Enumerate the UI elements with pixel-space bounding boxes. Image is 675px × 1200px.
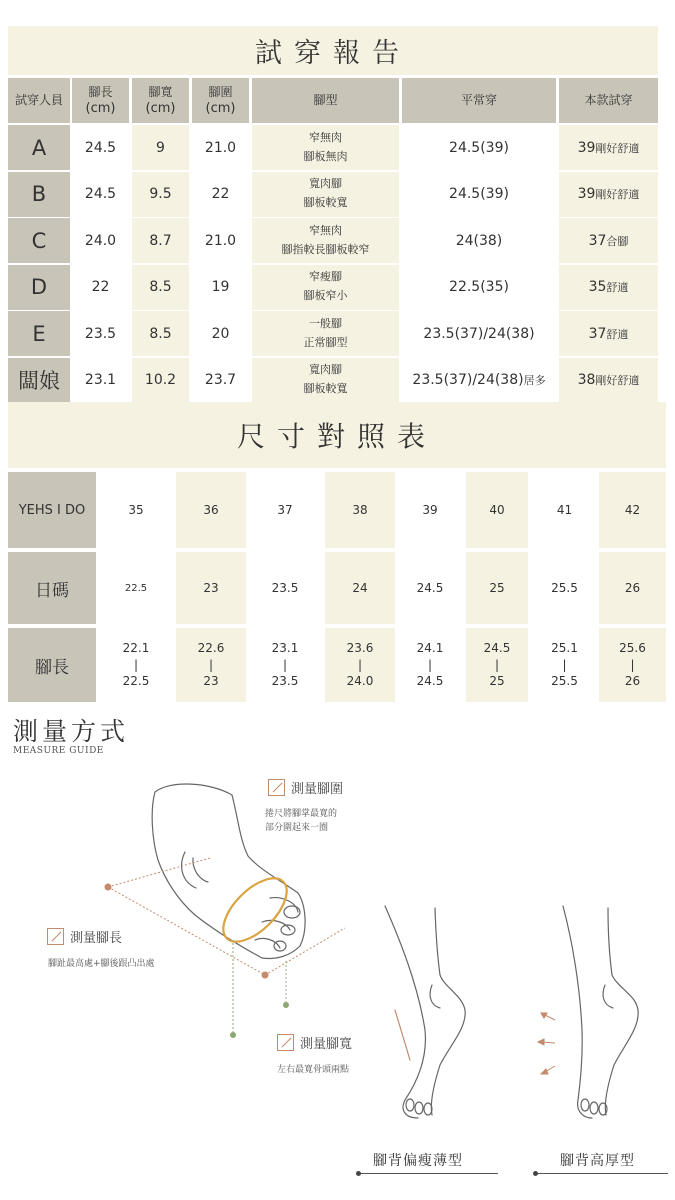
tester-usual-size-value: 22.5(35) [449, 279, 509, 295]
width-label [277, 1033, 352, 1052]
tester-girth: 22 [192, 172, 249, 217]
tester-length: 22 [72, 265, 129, 310]
header-foot-width-label: 腳寬 [148, 84, 173, 99]
result-size: 39 [577, 186, 596, 202]
header-usual-size: 平常穿 [402, 78, 556, 123]
range-max: 25 [489, 674, 505, 689]
thin-instep-caption-underline [358, 1173, 498, 1174]
tester-foot-type-line: 一般腳 [309, 316, 342, 330]
tester-width: 8.7 [132, 218, 189, 263]
tester-foot-type-line: 腳板較寬 [303, 196, 348, 209]
tester-foot-type-line: 窄無肉 [309, 223, 342, 237]
length-note: 腳趾最高處+腳後跟凸出處 [48, 959, 155, 969]
tester-foot-type-line: 腳板較寬 [303, 382, 348, 395]
result-note: 舒適 [606, 281, 629, 294]
range-max: 22.5 [122, 674, 150, 689]
result-size: 38 [577, 372, 596, 388]
header-foot-type: 腳型 [252, 78, 399, 123]
result-size: 35 [588, 279, 607, 295]
range-max: 23.5 [271, 674, 299, 689]
size-cell: 38 [325, 472, 395, 548]
range-min: 22.6 [197, 640, 225, 655]
size-cell: 39 [398, 472, 462, 548]
width-label-text: 測量腳寬 [300, 1037, 353, 1052]
length-label-text: 測量腳長 [70, 931, 123, 946]
thick-instep-caption-underline [535, 1173, 668, 1174]
thin-instep-caption-dot [356, 1171, 361, 1176]
header-foot-length-label: 腳長 [88, 84, 113, 99]
length-check-icon [47, 928, 64, 945]
tester-width: 9.5 [132, 172, 189, 217]
range-separator: | [427, 657, 433, 672]
tester-length: 24.5 [72, 172, 129, 217]
width-note: 左右最寬骨頭兩點 [277, 1065, 350, 1075]
tester-foot-type-line: 寬肉腳 [309, 177, 342, 191]
range-separator: | [494, 657, 500, 672]
tester-name: C [8, 218, 70, 263]
tester-name: E [8, 311, 70, 356]
tester-name: B [8, 172, 70, 217]
length-label [47, 927, 122, 946]
tester-width: 10.2 [132, 358, 189, 403]
jp-size-cell: 22.5 [100, 552, 172, 624]
range-max: 23 [203, 674, 219, 689]
tester-usual-size-value: 24.5(39) [449, 139, 509, 156]
tester-name: 闆娘 [8, 358, 70, 403]
range-min: 24.1 [416, 640, 444, 655]
size-cell: 35 [100, 472, 172, 548]
thick-instep-caption: 腳背高厚型 [560, 1153, 635, 1169]
tester-girth: 20 [192, 311, 249, 356]
girth-label [268, 778, 343, 797]
thick-instep-foot-sketch [563, 906, 638, 1118]
tester-usual-size-value: 23.5(37)/24(38) [423, 325, 535, 342]
range-max: 26 [624, 674, 641, 689]
width-measure-lines [230, 940, 289, 1038]
size-cell: 40 [466, 472, 528, 548]
tester-width: 8.5 [132, 265, 189, 310]
range-min: 25.6 [619, 640, 646, 655]
girth-note-line-1: 捲尺將腳掌最寬的 [265, 809, 338, 819]
header-foot-width-unit: (cm) [145, 100, 176, 116]
tester-foot-type-line: 窄無肉 [309, 130, 342, 144]
girth-note-line-2: 部分圍起來一圈 [265, 822, 329, 833]
tester-length: 23.5 [72, 311, 129, 356]
header-foot-girth-unit: (cm) [205, 100, 236, 116]
jp-size-cell: 24 [325, 552, 395, 624]
trial-report-title: 試穿報告 [8, 26, 658, 75]
tester-foot-type-line: 窄瘦腳 [309, 270, 342, 284]
range-min: 24.5 [483, 640, 511, 655]
range-separator: | [562, 657, 567, 672]
tester-length: 24.5 [72, 125, 129, 170]
header-foot-girth-label: 腳圍 [208, 84, 233, 99]
girth-check-icon [268, 779, 285, 796]
size-cell: 41 [534, 472, 595, 548]
range-min: 25.1 [551, 640, 578, 655]
header-this-style: 本款試穿 [559, 78, 658, 123]
thick-instep-arrows [538, 1013, 555, 1074]
jp-size-cell: 23 [176, 552, 246, 624]
result-note: 剛好舒適 [595, 374, 640, 387]
tester-foot-type-line: 腳板無肉 [303, 149, 348, 163]
girth-note [265, 808, 337, 835]
range-separator: | [133, 657, 139, 672]
range-max: 25.5 [551, 674, 578, 689]
tester-name: D [8, 265, 70, 310]
range-separator: | [630, 657, 635, 672]
tester-foot-type-line: 腳板窄小 [303, 289, 348, 302]
tester-girth: 19 [192, 265, 249, 310]
size-cell: 36 [176, 472, 246, 548]
range-min: 23.6 [346, 640, 374, 655]
tester-foot-type-line: 寬肉腳 [309, 363, 342, 377]
tester-width: 9 [132, 125, 189, 170]
tester-name: A [8, 125, 70, 170]
size-chart-title: 尺寸對照表 [8, 402, 666, 468]
jp-size-cell: 25.5 [534, 552, 595, 624]
range-separator: | [208, 657, 214, 672]
result-size: 37 [588, 232, 607, 249]
tester-foot-type-line: 腳指較長腳板較窄 [281, 242, 370, 256]
size-row-label-foot: 腳長 [8, 628, 96, 702]
tester-girth: 21.0 [192, 125, 249, 170]
tester-girth: 21.0 [192, 218, 249, 263]
tester-usual-size-value: 23.5(37)/24(38) [412, 372, 524, 388]
thick-instep-caption-dot [533, 1171, 538, 1176]
result-size: 39 [577, 139, 596, 156]
thin-instep-caption: 腳背偏瘦薄型 [373, 1153, 463, 1169]
jp-size-cell: 24.5 [398, 552, 462, 624]
range-separator: | [282, 657, 288, 672]
tester-usual-size-value: 24(38) [455, 232, 503, 249]
tester-width: 8.5 [132, 311, 189, 356]
guide-title: 測量方式 [13, 717, 130, 746]
thin-instep-foot-sketch [385, 906, 465, 1118]
header-person: 試穿人員 [8, 78, 70, 123]
result-note: 合腳 [606, 234, 629, 248]
guide-subtitle: MEASURE GUIDE [13, 746, 104, 756]
size-cell: 37 [249, 472, 321, 548]
tester-usual-size-note: 居多 [523, 374, 546, 387]
result-note: 剛好舒適 [595, 188, 640, 201]
result-note: 舒適 [606, 327, 629, 341]
header-foot-length-unit: (cm) [85, 100, 116, 116]
result-size: 37 [588, 325, 607, 342]
result-note: 剛好舒適 [595, 141, 640, 155]
range-max: 24.5 [416, 674, 444, 689]
range-max: 24.0 [346, 674, 374, 689]
tester-length: 24.0 [72, 218, 129, 263]
girth-label-text: 測量腳圍 [291, 782, 344, 797]
width-check-icon [277, 1034, 294, 1051]
tester-girth: 23.7 [192, 358, 249, 403]
jp-size-cell: 23.5 [249, 552, 321, 624]
range-separator: | [357, 657, 363, 672]
tester-length: 23.1 [72, 358, 129, 403]
tester-usual-size-value: 24.5(39) [449, 186, 509, 202]
tester-foot-type-line: 正常腳型 [303, 335, 348, 349]
range-min: 23.1 [271, 640, 299, 655]
size-row-label-brand: YEHS I DO [8, 472, 96, 548]
size-cell: 42 [599, 472, 666, 548]
range-min: 22.1 [122, 640, 150, 655]
jp-size-cell: 26 [599, 552, 666, 624]
jp-size-cell: 25 [466, 552, 528, 624]
size-row-label-jp: 日碼 [8, 552, 96, 624]
